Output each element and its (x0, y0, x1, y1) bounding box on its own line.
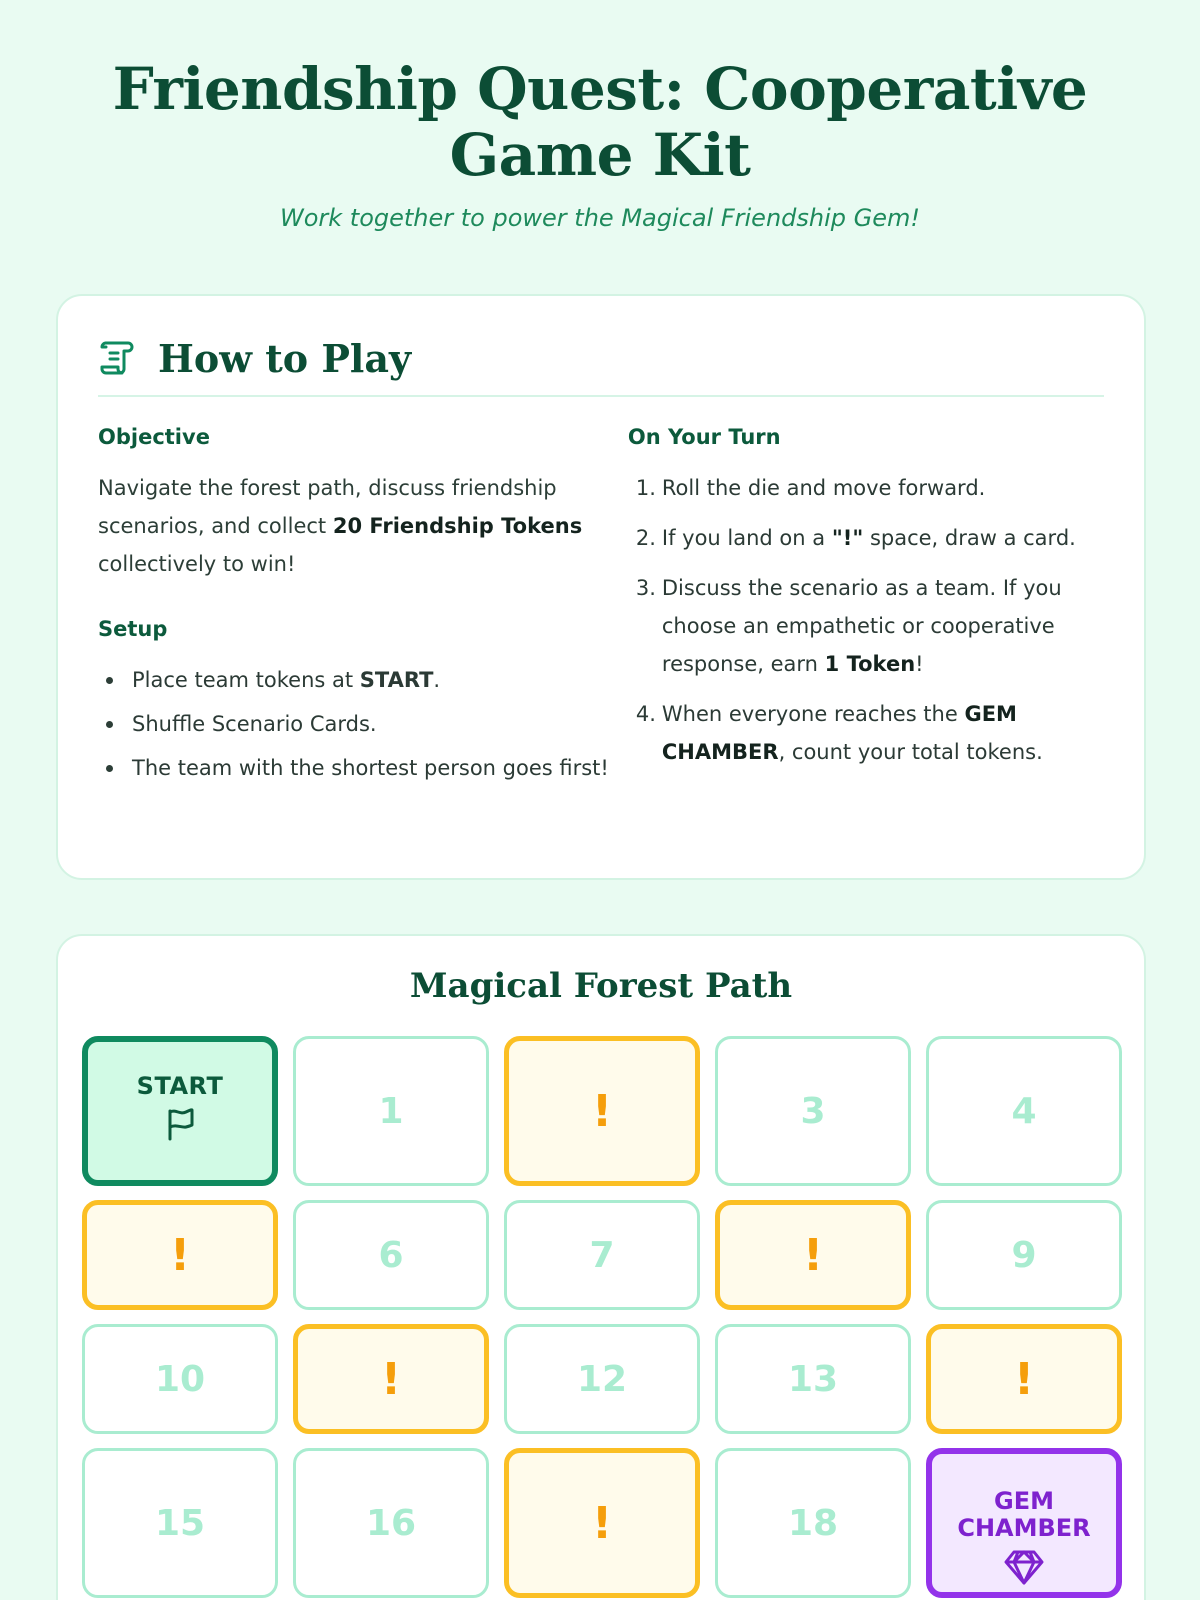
board-space (293, 1200, 489, 1310)
setup-list (98, 661, 628, 787)
how-to-play-header (98, 336, 1104, 397)
board-space (82, 1448, 278, 1598)
space-label: 6 (378, 1234, 404, 1276)
board-space (293, 1448, 489, 1598)
board-space (715, 1036, 911, 1186)
space-label: 1 (378, 1090, 404, 1132)
gem-icon (1003, 1542, 1045, 1595)
board-grid (82, 1036, 1122, 1598)
board-space (715, 1324, 911, 1434)
how-to-play-title: How to Play (158, 336, 412, 381)
board-space (926, 1036, 1122, 1186)
list-item: The team with the shortest person goes first! (98, 749, 628, 787)
board-space-event (504, 1448, 700, 1598)
space-label: 3 (800, 1090, 826, 1132)
board-space-event (504, 1036, 700, 1186)
board-space (504, 1324, 700, 1434)
objective-text: Navigate the forest path, discuss friendship scenarios, and collect 20 Friendship Tokens collectively to win! (98, 476, 583, 576)
board-space-event (293, 1324, 489, 1434)
space-label: GEM CHAMBER (957, 1487, 1091, 1542)
space-label: 10 (154, 1358, 206, 1400)
space-label: ! (591, 1497, 613, 1549)
list-item: 2. If you land on a "!" space, draw a card. (635, 526, 1076, 550)
turn-list (628, 469, 1104, 771)
board-space-start (82, 1036, 278, 1186)
page-subtitle: Work together to power the Magical Friendship Gem! (279, 204, 920, 232)
space-label: START (136, 1071, 224, 1100)
board-space (293, 1036, 489, 1186)
how-to-play-columns (98, 425, 1104, 793)
board-space (504, 1200, 700, 1310)
list-item: 3. Discuss the scenario as a team. If you choose an empathetic or cooperative response, earn 1 Token! (635, 576, 1062, 676)
space-label: ! (591, 1085, 613, 1137)
list-item: Place team tokens at START. (98, 661, 628, 699)
space-label: 9 (1011, 1234, 1037, 1276)
board-space (926, 1200, 1122, 1310)
space-label: 18 (787, 1502, 839, 1544)
board-space-gem-chamber (926, 1448, 1122, 1598)
list-item: Shuffle Scenario Cards. (98, 705, 628, 743)
how-to-play-card (56, 294, 1146, 880)
board-space-event (715, 1200, 911, 1310)
list-item: 1. Roll the die and move forward. (635, 476, 986, 500)
space-label: 12 (576, 1358, 628, 1400)
setup-title: Setup (98, 617, 168, 641)
board-space (715, 1448, 911, 1598)
space-label: 16 (365, 1502, 417, 1544)
objective-title: Objective (98, 425, 210, 449)
board-space-event (82, 1200, 278, 1310)
page-title: Friendship Quest: Cooperative Game Kit (112, 55, 1088, 189)
board-card (56, 934, 1146, 1600)
space-label: ! (380, 1353, 402, 1405)
board-space (82, 1324, 278, 1434)
turn-title: On Your Turn (627, 425, 781, 449)
space-label: ! (1013, 1353, 1035, 1405)
page-header (0, 0, 1200, 232)
list-item: 4. When everyone reaches the GEM CHAMBER, count your total tokens. (635, 702, 1043, 764)
space-label: 13 (787, 1358, 839, 1400)
space-label: 7 (589, 1234, 615, 1276)
left-column (98, 425, 628, 793)
board-space-event (926, 1324, 1122, 1434)
space-label: 4 (1011, 1090, 1037, 1132)
space-label: ! (169, 1229, 191, 1281)
scroll-icon (98, 337, 138, 381)
right-column (628, 425, 1104, 793)
space-label: 15 (154, 1502, 206, 1544)
board-title: Magical Forest Path (409, 966, 793, 1006)
space-label: ! (802, 1229, 824, 1281)
flag-icon (162, 1100, 198, 1151)
